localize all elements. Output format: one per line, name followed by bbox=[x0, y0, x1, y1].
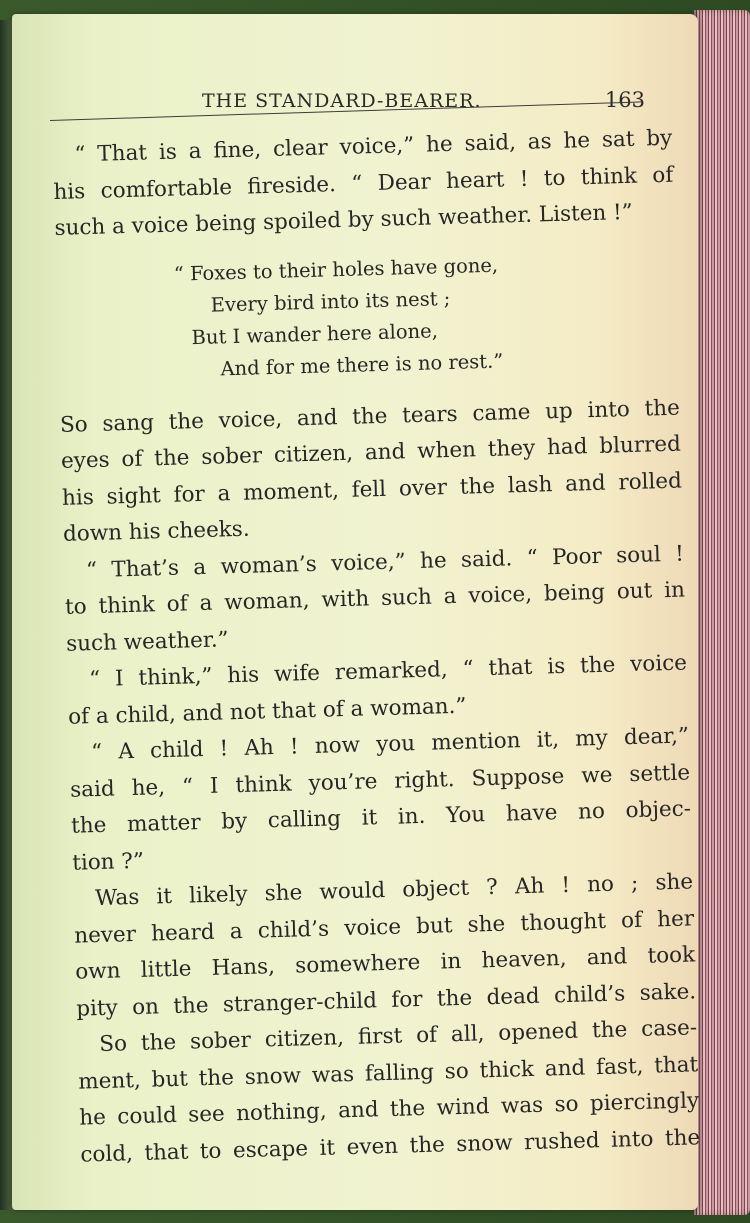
text-line: cold, that to escape it even the snow rushed into the bbox=[80, 1124, 701, 1168]
text-line: down his cheeks. bbox=[62, 516, 250, 547]
running-head: THE STANDARD-BEARER. bbox=[202, 90, 482, 112]
paragraph bbox=[52, 121, 675, 248]
text-line: So sang the voice, and the tears came up into the bbox=[59, 395, 681, 438]
text-line: “ That’s a woman’s voice,” he said. “ Poor soul ! bbox=[85, 541, 685, 583]
paragraph bbox=[60, 390, 684, 553]
paragraph bbox=[73, 864, 697, 1027]
page-header bbox=[40, 88, 650, 124]
text-line: eyes of the sober citizen, and when they had blurred bbox=[60, 431, 682, 474]
verse-line: “ Foxes to their holes have gone, bbox=[173, 253, 499, 286]
paragraph bbox=[69, 718, 693, 881]
text-line: So the sober citizen, first of all, opened the case- bbox=[98, 1015, 698, 1058]
text-line: tion ?” bbox=[71, 848, 145, 876]
text-line: Was it likely she would object ? Ah ! no ; she bbox=[94, 869, 694, 912]
text-line: his comfortable fireside. “ Dear heart ! to think of bbox=[53, 162, 674, 205]
paragraph bbox=[64, 536, 687, 663]
text-line: to think of a woman, with such a voice, being out in bbox=[64, 577, 686, 620]
verse-block bbox=[55, 244, 678, 389]
text-line: pity on the stranger-child for the dead child’s sake. bbox=[75, 978, 697, 1022]
text-line: never heard a child’s voice but she thought of her bbox=[73, 905, 695, 949]
page-number: 163 bbox=[604, 88, 645, 112]
text-line: such a voice being spoiled by such weather. Listen !” bbox=[54, 199, 634, 241]
text-line: his sight for a moment, fell over the lash and rolled bbox=[61, 468, 683, 511]
text-line: ment, but the snow was falling so thick and fast, that bbox=[78, 1051, 699, 1095]
text-line: the matter by calling it in. You have no objec- bbox=[70, 796, 692, 839]
body-text bbox=[52, 121, 701, 1174]
paragraph bbox=[77, 1010, 701, 1173]
verse-line: And for me there is no rest.” bbox=[220, 348, 504, 380]
text-line: he could see nothing, and the wind was so piercingly bbox=[79, 1088, 700, 1131]
text-line: such weather.” bbox=[65, 626, 229, 657]
text-line: own little Hans, somewhere in heaven, and took bbox=[74, 942, 696, 985]
text-line: said he, “ I think you’re right. Suppose we settle bbox=[69, 759, 691, 803]
verse-line: But I wander here alone, bbox=[191, 318, 439, 349]
text-line: “ I think,” his wife remarked, “ that is the voice bbox=[88, 650, 688, 693]
verse-line: Every bird into its nest ; bbox=[210, 286, 451, 317]
text-line: of a child, and not that of a woman.” bbox=[67, 693, 467, 730]
text-line: “ That is a fine, clear voice,” he said, as he sat by bbox=[74, 125, 673, 168]
page-edges bbox=[694, 10, 750, 1215]
text-line: “ A child ! Ah ! now you mention it, my dear,” bbox=[90, 723, 690, 766]
